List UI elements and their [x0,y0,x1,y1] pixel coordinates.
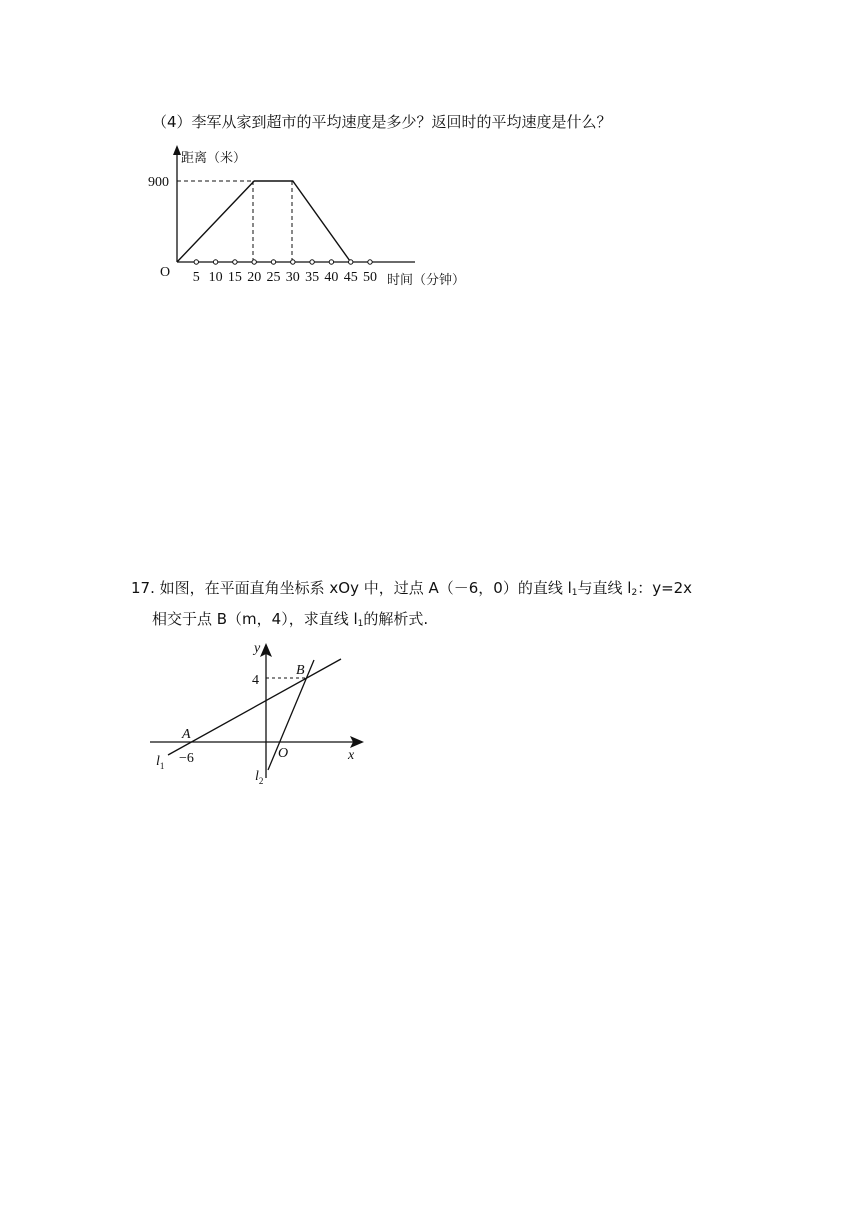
tick-4-label: 4 [252,673,259,688]
q17-sub-l1: 1 [571,588,578,598]
point-a-label: A [182,727,191,742]
q17-text-c: ：y=2x [637,579,693,597]
figure-y-label: y [254,641,261,656]
q17-sub-l2: 2 [631,588,638,598]
line-l2 [268,660,314,770]
figure-origin-label: O [278,746,289,761]
x-tick-label: 15 [227,270,242,285]
q17-sub-l1b: 1 [357,619,364,629]
x-tick-label: 35 [305,270,320,285]
figure-x-label: x [348,748,355,763]
x-tick-label: 30 [285,270,300,285]
graph-y-label: 距离（米） [181,151,247,166]
q17-text-a: 17. 如图，在平面直角坐标系 xOy 中，过点 A（－6，0）的直线 l [131,579,572,597]
point-b-label: B [296,663,305,678]
x-tick-label: 40 [324,270,339,285]
question-16-part-4: （4）李军从家到超市的平均速度是多少？返回时的平均速度是什么？ [152,113,612,131]
graph-y-tick-900: 900 [148,175,169,190]
x-tick-label: 20 [247,270,262,285]
x-tick-label: 25 [266,270,281,285]
l2-label: $l_2$ [255,769,264,786]
q17-text-d: 相交于点 B（m，4），求直线 l [152,610,358,628]
q17-text-e: 的解析式. [363,610,429,628]
tick-neg6-label: −6 [179,751,194,766]
x-tick-label: 50 [363,270,377,285]
graph-origin-label: O [160,265,171,280]
l1-label: $l_1$ [156,754,165,771]
x-tick-label: 10 [208,270,223,285]
x-tick-label: 45 [343,270,358,285]
graph-x-label: 时间（分钟） [387,273,466,288]
q17-text-b: 与直线 l [577,579,632,597]
x-tick-label: 5 [192,270,200,285]
